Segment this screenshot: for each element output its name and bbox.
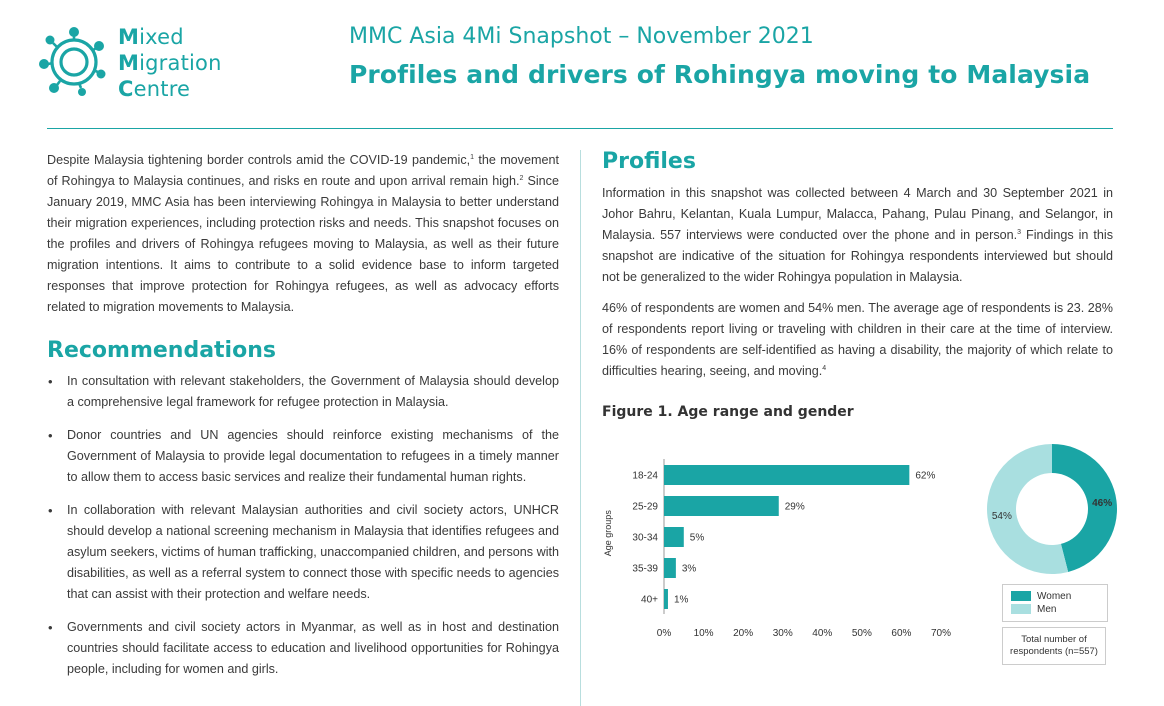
- legend-swatch-men: [1011, 604, 1031, 614]
- list-item: • Governments and civil society actors in Myanmar, as well as in host and destination countries should facilitate access to education and livelihood opportunities for Rohingya people, including for women and girls.: [47, 617, 559, 680]
- mmc-logo-icon: [38, 26, 110, 98]
- figure-title: Figure 1. Age range and gender: [602, 404, 854, 420]
- gender-donut-chart: [986, 443, 1118, 575]
- y-axis-title: Age groups: [603, 510, 613, 557]
- intro-section: [47, 150, 559, 318]
- bar-30-34: [664, 527, 684, 547]
- recommendations-heading: Recommendations: [47, 338, 276, 363]
- category-label: 30-34: [632, 532, 658, 544]
- x-tick-label: 70%: [930, 628, 952, 639]
- list-item: • In collaboration with relevant Malaysian authorities and civil society actors, UNHCR should develop a national screening mechanism in Malaysia that identifies refugees and asylum seekers, victims of human trafficking, unaccompanied children, and persons with disabilities, as well as a referral system to connect those with specific needs to agencies that can assist with their protection and welfare needs.: [47, 500, 559, 605]
- footnote-ref[interactable]: 4: [822, 364, 827, 372]
- list-item: • In consultation with relevant stakeholders, the Government of Malaysia should develop a comprehensive legal framework for refugee protection in Malaysia.: [47, 371, 559, 413]
- intro-paragraph: Despite Malaysia tightening border controls amid the COVID-19 pandemic,$^1$ the movement of Rohingya to Malaysia continues, and risks en route and upon arrival remain high.$^2$ Since January 2019, MMC Asia has been interviewing Rohingya in Malaysia to better understand their migration experiences, including protection risks and needs. This snapshot focuses on the profiles and drivers of Rohingya refugees moving to Malaysia, as well as their future migration intentions. It aims to contribute to a solid evidence base to inform targeted responses that improve protection for Rohingya refugees, as well as advocacy efforts related to migration movements to Malaysia.: [47, 153, 559, 314]
- column-divider: [580, 150, 581, 706]
- total-respondents-note: Total number of respondents (n=557): [1002, 627, 1106, 665]
- value-label: 29%: [784, 501, 805, 513]
- footnote-ref[interactable]: 2: [519, 174, 524, 182]
- category-label: 18-24: [632, 470, 658, 482]
- bar-35-39: [664, 558, 676, 578]
- slice-label: 54%: [991, 510, 1012, 522]
- bar-25-29: [664, 496, 779, 516]
- list-item: • Donor countries and UN agencies should reinforce existing mechanisms of the Government of Malaysia to provide legal documentation to refugees in a timely manner to allow them to access basic services and realize their fundamental human rights.: [47, 425, 559, 488]
- recommendations-list: [47, 371, 559, 692]
- chart-legend: [1002, 584, 1108, 622]
- header-divider: [47, 128, 1113, 129]
- value-label: 1%: [673, 594, 689, 606]
- legend-swatch-women: [1011, 591, 1031, 601]
- legend-item-men: Men: [1011, 604, 1056, 616]
- x-tick-label: 60%: [891, 628, 912, 639]
- x-tick-label: 20%: [733, 628, 754, 639]
- profiles-heading: Profiles: [602, 149, 696, 174]
- footnote-ref[interactable]: 1: [470, 153, 475, 161]
- category-label: 25-29: [632, 501, 658, 513]
- bar-18-24: [664, 465, 909, 485]
- profiles-paragraph-2: 46% of respondents are women and 54% men. The average age of respondents is 23. 28% of respondents report living or traveling with children in their care at the time of interview. 16% of respondents are self-identified as having a disability, the majority of which relate to difficulties hearing, seeing, and moving.$^4$: [602, 301, 1113, 378]
- x-tick-label: 40%: [812, 628, 833, 639]
- category-label: 35-39: [632, 563, 658, 575]
- page-title: Profiles and drivers of Rohingya moving to Malaysia: [349, 60, 1091, 89]
- logo-wordmark: Mixed Migration Centre: [118, 25, 222, 101]
- bar-40+: [664, 589, 668, 609]
- value-label: 3%: [681, 563, 697, 575]
- mmc-logo: [38, 22, 238, 104]
- age-range-bar-chart: [598, 455, 968, 645]
- x-tick-label: 0%: [656, 628, 672, 639]
- footnote-ref[interactable]: 3: [1017, 228, 1022, 236]
- x-tick-label: 10%: [693, 628, 714, 639]
- legend-item-women: Women: [1011, 591, 1071, 603]
- profiles-paragraph-1: Information in this snapshot was collected between 4 March and 30 September 2021 in Johor Bahru, Kelantan, Kuala Lumpur, Malacca, Pahang, Pulau Pinang, and Selangor, in Malaysia. 557 interviews were conducted over the phone and in person.$^3$ Findings in this snapshot are indicative of the situation for Rohingya respondents interviewed but should not be generalized to the wider Rohingya population in Malaysia.: [602, 186, 1113, 284]
- report-subtitle: MMC Asia 4Mi Snapshot – November 2021: [349, 24, 814, 49]
- value-label: 5%: [689, 532, 705, 544]
- slice-label: 46%: [1092, 498, 1113, 510]
- x-tick-label: 30%: [772, 628, 793, 639]
- category-label: 40+: [641, 594, 658, 606]
- value-label: 62%: [915, 470, 936, 482]
- x-tick-label: 50%: [851, 628, 872, 639]
